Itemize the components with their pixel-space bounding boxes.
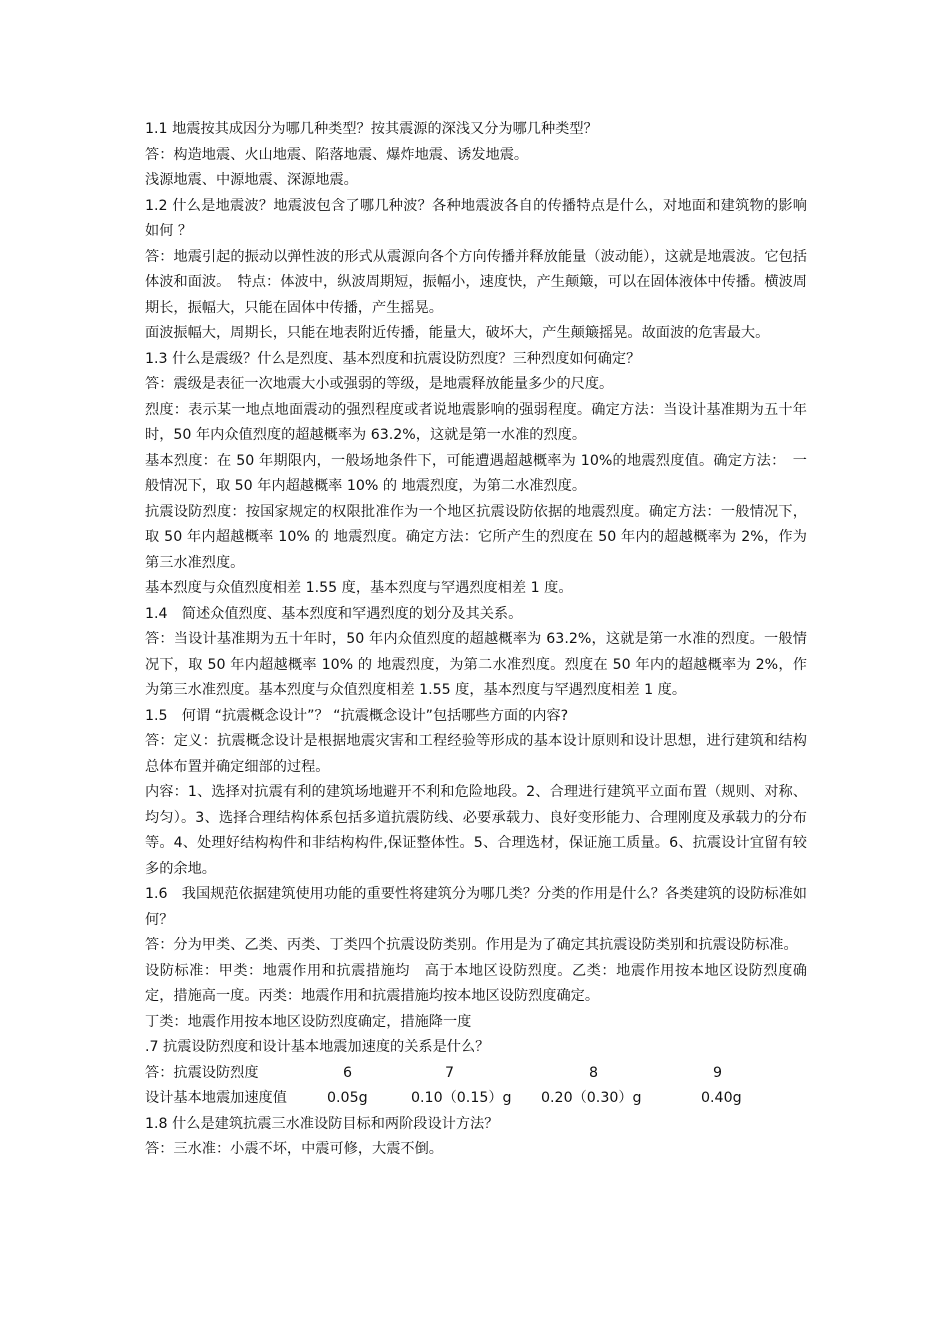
answer-1-1-depth: 浅源地震、中源地震、深源地震。 — [145, 172, 358, 188]
acceleration-6: 0.05g — [327, 1090, 368, 1106]
answer-1-2-body-waves: 答：地震引起的振动以弹性波的形式从震源向各个方向传播并释放能量（波动能），这就是地震波。它包括体波和面波。 特点：体波中，纵波周期短，振幅小，速度快，产生颠簸，可以在固体液体中传播。横波周期长，振幅大，只能在固体中传播，产生摇晃。 — [145, 248, 807, 316]
intensity-9: 9 — [713, 1064, 723, 1081]
question-1-6: 1.6 我国规范依据建筑使用功能的重要性将建筑分为哪几类？分类的作用是什么？各类建筑的设防标准如何？ — [145, 886, 807, 928]
acceleration-row — [145, 1086, 807, 1112]
answer-1-5-definition: 答：定义：抗震概念设计是根据地震灾害和工程经验等形成的基本设计原则和设计思想，进行建筑和结构总体布置并确定细部的过程。 — [145, 733, 807, 775]
answer-1-6-standards: 设防标准：甲类：地震作用和抗震措施均 高于本地区设防烈度。乙类：地震作用按本地区设防烈度确定，措施高一度。丙类：地震作用和抗震措施均按本地区设防烈度确定。 — [145, 962, 807, 1004]
acceleration-7: 0.10（0.15）g — [411, 1090, 512, 1106]
question-1-4: 1.4 简述众值烈度、基本烈度和罕遇烈度的划分及其关系。 — [145, 605, 523, 622]
answer-1-3-basic-intensity: 基本烈度：在 50 年期限内，一般场地条件下，可能遭遇超越概率为 10%的地震烈度值。确定方法： 一般情况下，取 50 年内超越概率 10% 的 地震烈度，为第二水准烈度。 — [145, 452, 807, 494]
answer-1-5-content: 内容：1、选择对抗震有利的建筑场地避开不利和危险地段。2、合理进行建筑平立面布置（规则、对称、均匀）。3、选择合理结构体系包括多道抗震防线、必要承载力、良好变形能力、合理刚度及承载力的分布等。4、处理好结构构件和非结构构件,保证整体性。5、合理选材，保证施工质量。6、抗震设计宜留有较多的余地。 — [145, 784, 807, 877]
question-1-8: 1.8 什么是建筑抗震三水准设防目标和两阶段设计方法？ — [145, 1115, 499, 1132]
intensity-row — [145, 1061, 807, 1087]
answer-1-3-intensity: 烈度：表示某一地点地面震动的强烈程度或者说地震影响的强弱程度。确定方法：当设计基准期为五十年时，50 年内众值烈度的超越概率为 63.2%，这就是第一水准的烈度。 — [145, 401, 807, 443]
question-1-7: .7 抗震设防烈度和设计基本地震加速度的关系是什么？ — [145, 1039, 490, 1055]
question-1-5: 1.5 何谓 “抗震概念设计”？ “抗震概念设计”包括哪些方面的内容? — [145, 707, 569, 724]
answer-1-3-magnitude: 答：震级是表征一次地震大小或强弱的等级，是地震释放能量多少的尺度。 — [145, 376, 614, 392]
question-1-1: 1.1 地震按其成因分为哪几种类型？按其震源的深浅又分为哪几种类型？ — [145, 121, 598, 137]
acceleration-8: 0.20（0.30）g — [541, 1090, 642, 1106]
intensity-label: 答：抗震设防烈度 — [145, 1064, 259, 1081]
answer-1-3-fortification-intensity: 抗震设防烈度：按国家规定的权限批准作为一个地区抗震设防依据的地震烈度。确定方法：一般情况下，取 50 年内超越概率 10% 的 地震烈度。确定方法：它所产生的烈度在 50 年内的超越概率为 2%，作为第三水准烈度。 — [145, 503, 807, 571]
answer-1-6-class-d: 丁类：地震作用按本地区设防烈度确定，措施降一度 — [145, 1013, 472, 1030]
document-body — [145, 117, 807, 1163]
answer-1-8: 答：三水准：小震不坏，中震可修，大震不倒。 — [145, 1141, 443, 1157]
intensity-8: 8 — [589, 1064, 599, 1081]
answer-1-2-surface-waves: 面波振幅大，周期长，只能在地表附近传播，能量大，破坏大，产生颠簸摇晃。故面波的危害最大。 — [145, 325, 770, 341]
acceleration-9: 0.40g — [701, 1090, 742, 1106]
question-1-2: 1.2 什么是地震波？地震波包含了哪几种波？各种地震波各自的传播特点是什么，对地面和建筑物的影响如何 ？ — [145, 197, 807, 239]
question-1-3: 1.3 什么是震级？什么是烈度、基本烈度和抗震设防烈度？三种烈度如何确定？ — [145, 350, 641, 367]
answer-1-4: 答：当设计基准期为五十年时，50 年内众值烈度的超越概率为 63.2%，这就是第一水准的烈度。一般情况下，取 50 年内超越概率 10% 的 地震烈度，为第二水准烈度。烈度在 50 年内的超越概率为 2%，作为第三水准烈度。基本烈度与众值烈度相差 1.55 度，基本烈度与罕遇烈度相差 1 度。 — [145, 631, 807, 698]
acceleration-label: 设计基本地震加速度值 — [145, 1090, 287, 1106]
intensity-6: 6 — [343, 1064, 353, 1081]
answer-1-6-categories: 答：分为甲类、乙类、丙类、丁类四个抗震设防类别。作用是为了确定其抗震设防类别和抗震设防标准。 — [145, 937, 798, 953]
answer-1-1-types: 答：构造地震、火山地震、陷落地震、爆炸地震、诱发地震。 — [145, 146, 529, 163]
answer-1-3-differences: 基本烈度与众值烈度相差 1.55 度，基本烈度与罕遇烈度相差 1 度。 — [145, 580, 573, 596]
intensity-7: 7 — [445, 1064, 455, 1081]
